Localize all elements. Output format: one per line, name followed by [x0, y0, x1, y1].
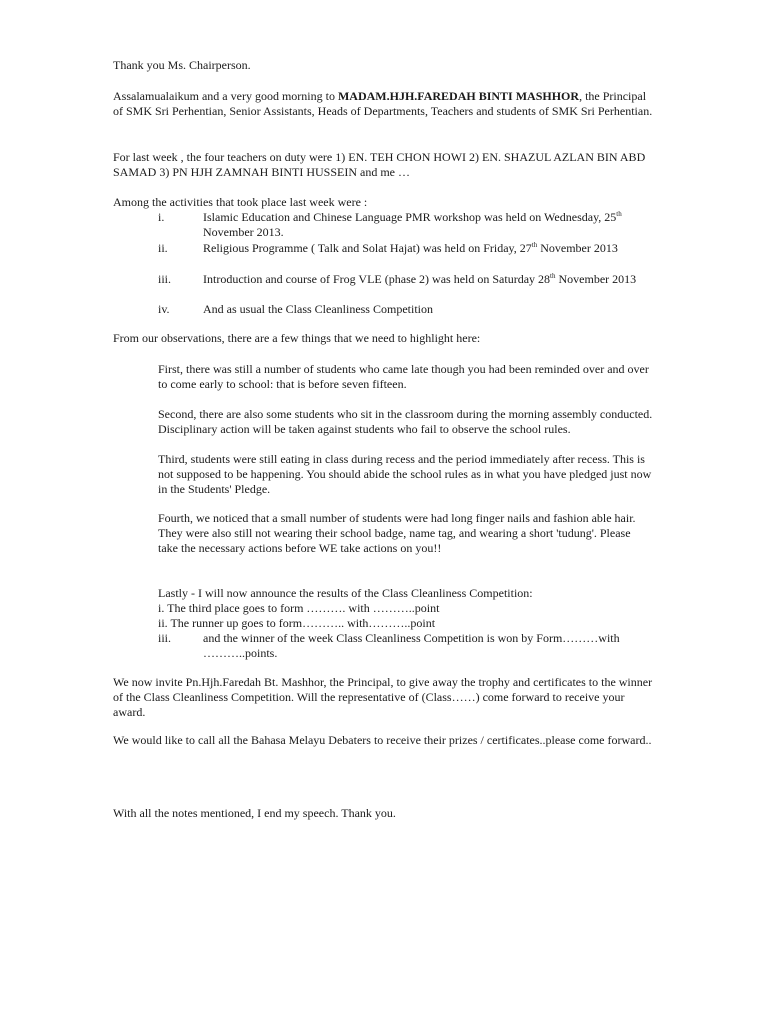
activity-number: i. — [158, 210, 165, 224]
observation-first: First, there was still a number of students who came late though you had been reminded over and over to come early to school: that is before seven fifteen. — [158, 362, 649, 391]
salutation-after: , the Principal of SMK Sri Perhentian, Senior Assistants, Heads of Departments, Teachers and students of SMK Sri Perhentian. — [113, 89, 653, 118]
salutation-before: Assalamualaikum and a very good morning to — [113, 89, 338, 103]
principal-name: MADAM.HJH.FAREDAH BINTI MASHHOR — [337, 89, 580, 103]
activity-number: iii. — [158, 272, 172, 286]
activity-text: And as usual the Class Cleanliness Competition — [203, 302, 433, 316]
salutation-paragraph — [113, 89, 658, 119]
activity-number: iv. — [158, 302, 170, 316]
invite-paragraph: We now invite Pn.Hjh.Faredah Bt. Mashhor, the Principal, to give away the trophy and certificates to the winner of the Class Cleanliness Competition. Will the representative of (Class……) come forward to receive your award. — [113, 675, 653, 719]
closing-line: With all the notes mentioned, I end my speech. Thank you. — [113, 806, 396, 820]
observation-fourth: Fourth, we noticed that a small number of students were had long finger nails and fashion able hair. They were also still not wearing their school badge, name tag, and wearing a short 'tudung'. Please take the necessary actions before WE take actions on you!! — [158, 511, 636, 555]
debaters-paragraph: We would like to call all the Bahasa Melayu Debaters to receive their prizes / certificates..please come forward.. — [113, 733, 652, 747]
result-winner-number: iii. — [158, 631, 172, 645]
observation-second: Second, there are also some students who sit in the classroom during the morning assembly conducted. Disciplinary action will be taken against students who fail to observe the school rules. — [158, 407, 653, 436]
result-winner-text: and the winner of the week Class Cleanliness Competition is won by Form………with ………..points. — [203, 631, 620, 660]
observations-intro: From our observations, there are a few things that we need to highlight here: — [113, 331, 481, 345]
result-runner-up: ii. The runner up goes to form……….. with………..point — [158, 616, 436, 630]
activity-text: Introduction and course of Frog VLE (phase 2) was held on Saturday 28th November 2013 — [203, 272, 637, 286]
activity-text: Islamic Education and Chinese Language PMR workshop was held on Wednesday, 25th November 2013. — [203, 210, 622, 239]
activity-number: ii. — [158, 241, 168, 255]
result-third-place: i. The third place goes to form ………. with ………..point — [158, 601, 440, 615]
duty-teachers-paragraph: For last week , the four teachers on duty were 1) EN. TEH CHON HOWI 2) EN. SHAZUL AZLAN BIN ABD SAMAD 3) PN HJH ZAMNAH BINTI HUSSEIN and me … — [113, 150, 646, 179]
observation-third: Third, students were still eating in class during recess and the period immediately after recess. This is not supposed to be happening. You should abide the school rules as in what you have pledged just now in the Students' Pledge. — [158, 452, 652, 496]
results-intro: Lastly - I will now announce the results of the Class Cleanliness Competition: — [158, 586, 533, 600]
activity-text: Religious Programme ( Talk and Solat Hajat) was held on Friday, 27th November 2013 — [203, 241, 618, 255]
activities-intro: Among the activities that took place last week were : — [113, 195, 368, 209]
greeting-line: Thank you Ms. Chairperson. — [113, 58, 251, 72]
